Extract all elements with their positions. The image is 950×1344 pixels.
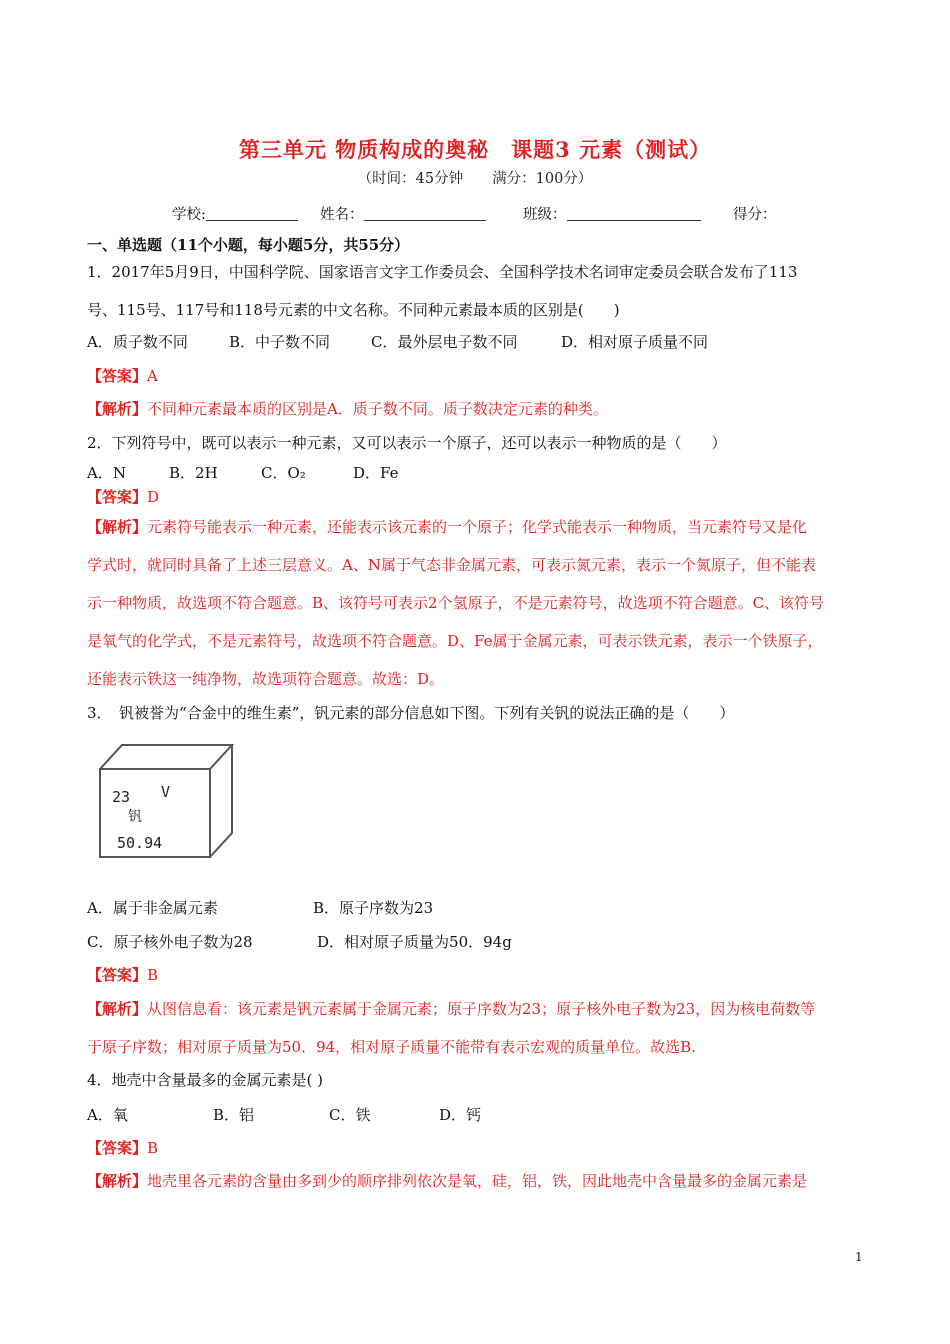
q1-analysis: [87, 399, 608, 419]
q4-option-d: D．钙: [439, 1106, 482, 1124]
q4-answer-value: B: [147, 1139, 159, 1157]
exam-subtitle: （时间：45分钟 满分：100分）: [357, 171, 593, 187]
q4-stem: 4．地壳中含量最多的金属元素是( ): [87, 1071, 324, 1089]
q2-analysis-text-1: 元素符号能表示一种元素，还能表示该元素的一个原子；化学式能表示一种物质，当元素符号又是化: [147, 518, 808, 536]
score-label: 得分：: [733, 207, 777, 223]
q4-analysis: [87, 1171, 807, 1191]
q3-options-row1: [87, 898, 433, 918]
school-field: [172, 203, 298, 224]
q3-answer: [87, 965, 158, 985]
q2-analysis-line5: 还能表示铁这一纯净物，故选项符合题意。故选：D。: [87, 670, 445, 688]
q4-option-a: A．氧: [87, 1106, 128, 1124]
element-atomic-mass: 50.94: [117, 834, 163, 852]
q2-answer-value: D: [147, 488, 160, 506]
q1-answer-label: 【答案】: [87, 367, 148, 385]
q1-stem-line1: 1．2017年5月9日，中国科学院、国家语言文字工作委员会、全国科学技术名词审定委员会联合发布了113: [87, 263, 798, 281]
q3-option-a: A．属于非金属元素: [87, 899, 218, 917]
element-atomic-number: 23: [112, 788, 131, 806]
school-label: 学校:: [172, 207, 206, 223]
element-card-figure: [94, 741, 234, 865]
q2-options: [87, 463, 399, 483]
q1-answer: [87, 366, 158, 386]
q2-analysis-line3: 示一种物质，故选项不符合题意。B、该符号可表示2个氢原子，不是元素符号，故选项不符合题意。C、该符号: [87, 594, 825, 612]
page-number: 1: [855, 1250, 863, 1264]
q1-option-b: B．中子数不同: [229, 333, 331, 351]
q2-analysis-line1: [87, 517, 807, 537]
class-label: 班级：: [523, 207, 567, 223]
name-blank: [364, 206, 486, 221]
q1-stem-line2: 号、115号、117号和118号元素的中文名称。不同种元素最本质的区别是( ): [87, 301, 620, 319]
section-heading: 一、单选题（11个小题，每小题5分，共55分）: [87, 236, 410, 254]
q4-options: [87, 1105, 481, 1125]
q2-option-c: C．O₂: [261, 464, 306, 482]
name-field: [320, 203, 486, 224]
q4-analysis-text: 地壳里各元素的含量由多到少的顺序排列依次是氧，硅，铝，铁，因此地壳中含量最多的金属元素是: [147, 1172, 808, 1190]
score-field: [733, 203, 777, 224]
q3-answer-label: 【答案】: [87, 966, 148, 984]
q2-option-b: B．2H: [169, 464, 218, 482]
q3-options-row2: [87, 932, 512, 952]
q3-analysis-label: 【解析】: [87, 1000, 148, 1018]
name-label: 姓名：: [320, 207, 364, 223]
q3-analysis-text-1: 从图信息看：该元素是钒元素属于金属元素；原子序数为23；原子核外电子数为23，因为核电荷数等: [147, 1000, 816, 1018]
q2-analysis-line4: 是氧气的化学式，不是元素符号，故选项不符合题意。D、Fe属于金属元素，可表示铁元素，表示一个铁原子，: [87, 632, 823, 650]
q2-analysis-line2: 学式时，就同时具备了上述三层意义。A、N属于气态非金属元素，可表示氮元素，表示一个氮原子，但不能表: [87, 556, 816, 574]
page-title: 第三单元 物质构成的奥秘 课题3 元素（测试）: [238, 137, 712, 162]
q4-answer: [87, 1138, 158, 1158]
class-field: [523, 203, 701, 224]
q3-analysis-line2: 于原子序数；相对原子质量为50．94，相对原子质量不能带有表示宏观的质量单位。故选B.: [87, 1038, 696, 1056]
q3-analysis-line1: [87, 999, 815, 1019]
q4-analysis-label: 【解析】: [87, 1172, 148, 1190]
q1-option-d: D．相对原子质量不同: [561, 333, 709, 351]
cube-side-face: [210, 745, 232, 857]
q2-answer: [87, 487, 159, 507]
q1-answer-value: A: [147, 367, 158, 385]
q4-option-b: B．铝: [213, 1106, 255, 1124]
q2-analysis-label: 【解析】: [87, 518, 148, 536]
q3-option-b: B．原子序数为23: [313, 899, 434, 917]
q3-option-d: D．相对原子质量为50．94g: [317, 933, 512, 951]
q2-option-d: D．Fe: [353, 464, 399, 482]
element-name: 钒: [128, 809, 142, 825]
q2-stem: 2．下列符号中，既可以表示一种元素，又可以表示一个原子，还可以表示一种物质的是（ ）: [87, 434, 727, 452]
q2-answer-label: 【答案】: [87, 488, 148, 506]
q1-option-c: C．最外层电子数不同: [371, 333, 518, 351]
q1-option-a: A．质子数不同: [87, 333, 188, 351]
q3-option-c: C．原子核外电子数为28: [87, 933, 253, 951]
element-symbol: V: [161, 783, 171, 801]
q4-option-c: C．铁: [329, 1106, 371, 1124]
q3-stem: 3． 钒被誉为“合金中的维生素”，钒元素的部分信息如下图。下列有关钒的说法正确的是（ ）: [87, 704, 735, 722]
q1-analysis-label: 【解析】: [87, 400, 148, 418]
q3-answer-value: B: [147, 966, 159, 984]
school-blank: [206, 206, 298, 221]
q1-analysis-text: 不同种元素最本质的区别是A．质子数不同。质子数决定元素的种类。: [147, 400, 608, 418]
q2-option-a: A．N: [87, 464, 126, 482]
q4-answer-label: 【答案】: [87, 1139, 148, 1157]
q1-options: [87, 332, 708, 352]
class-blank: [567, 206, 701, 221]
cube-top-face: [100, 745, 232, 769]
